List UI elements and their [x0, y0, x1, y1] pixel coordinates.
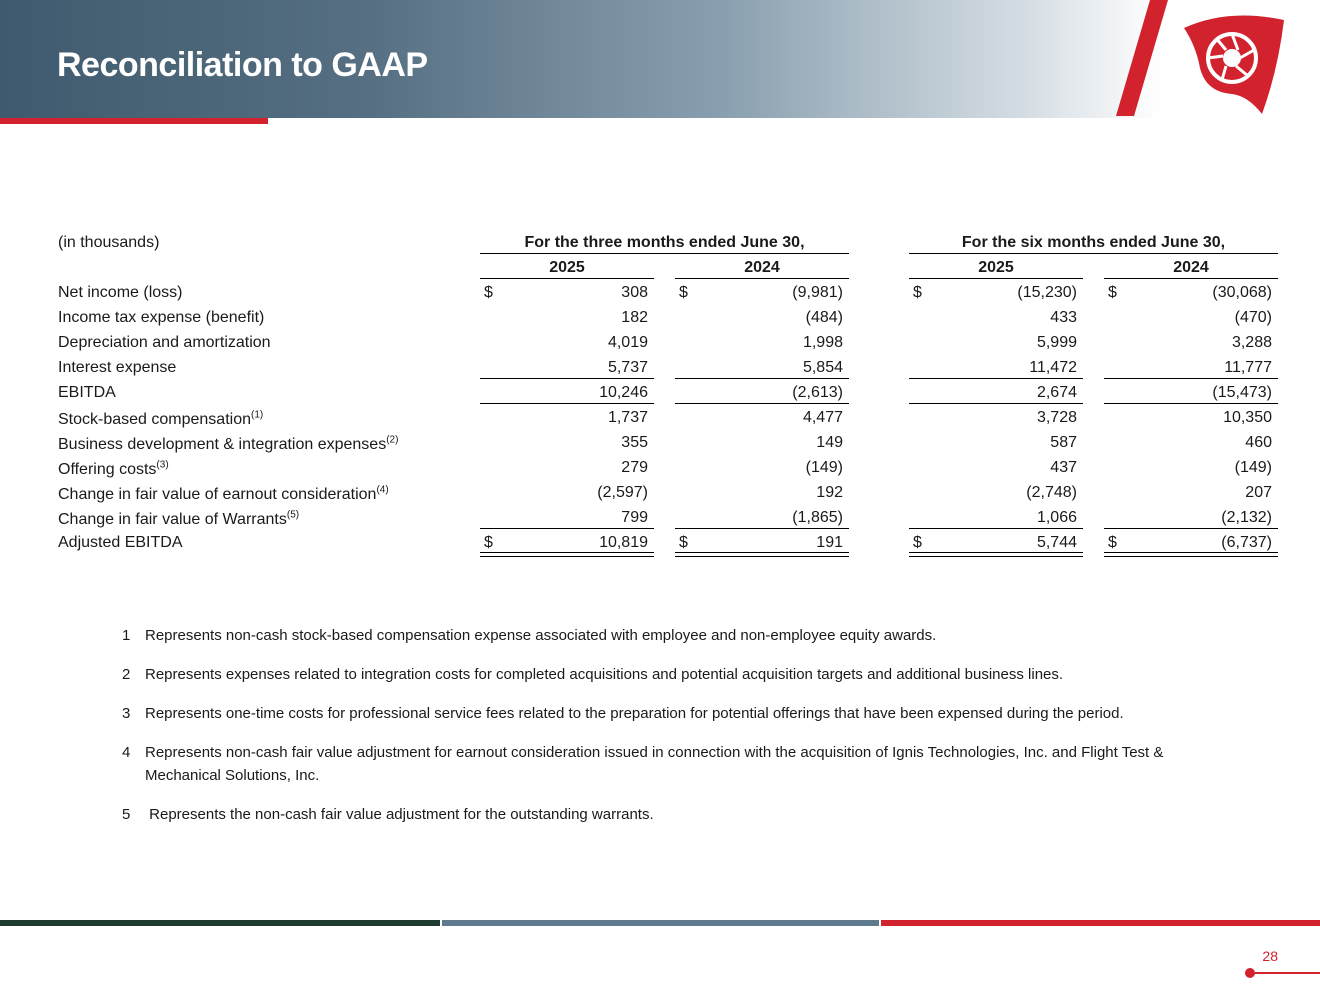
year-header: 2024 [1173, 259, 1209, 276]
table-cell: 799 [621, 509, 648, 526]
table-cell: (1,865) [792, 509, 843, 526]
double-total-rule [480, 552, 654, 557]
footer-bar-red [881, 920, 1320, 926]
footer-bar-blue [442, 920, 879, 926]
table-cell: 3,728 [1036, 409, 1077, 426]
table-cell: (2,613) [792, 384, 843, 401]
row-label: Change in fair value of Warrants$^{(5)}$ [58, 509, 300, 528]
footnote-text: Represents the non-cash fair value adjustment for the outstanding warrants. [145, 806, 654, 823]
footnote-text: Represents non-cash stock-based compensation expense associated with employee and non-employee equity awards. [145, 627, 937, 644]
table-cell: (2,597) [597, 484, 648, 501]
row-label: Change in fair value of earnout consideration$^{(4)}$ [58, 484, 389, 503]
total-rule [480, 528, 654, 529]
total-rule [480, 403, 654, 404]
year-header: 2024 [744, 259, 780, 276]
footnote-number: 5 [122, 806, 131, 823]
row-label: Offering costs$^{(3)}$ [58, 459, 169, 478]
footnotes [122, 624, 1212, 842]
table-cell: 4,019 [607, 334, 648, 351]
footnote-number: 3 [122, 705, 131, 722]
table-cell: (2,132) [1221, 509, 1272, 526]
table-cell: 2,674 [1036, 384, 1077, 401]
table-cell: (6,737) [1221, 534, 1272, 551]
footnote-text: Represents expenses related to integration costs for completed acquisitions and potential acquisition targets and additional business lines. [145, 666, 1064, 683]
page-marker-dot [1245, 968, 1255, 978]
table-cell: 355 [621, 434, 648, 451]
currency-symbol: $ [679, 284, 688, 301]
table-cell: 460 [1245, 434, 1272, 451]
table-cell: 10,246 [599, 384, 648, 401]
footnote-number: 2 [122, 666, 131, 683]
table-cell: 207 [1245, 484, 1272, 501]
group-header-three-months: For the three months ended June 30, [524, 234, 805, 251]
row-label: Stock-based compensation$^{(1)}$ [58, 409, 264, 428]
row-label: Income tax expense (benefit) [58, 309, 265, 326]
footnote-ref: (3) [156, 459, 169, 471]
currency-symbol: $ [1108, 284, 1117, 301]
table-cell: 587 [1050, 434, 1077, 451]
table-cell: 4,477 [802, 409, 843, 426]
footnote-item [122, 624, 1212, 647]
table-cell: 1,998 [802, 334, 843, 351]
year-header: 2025 [549, 259, 585, 276]
table-cell: (149) [805, 459, 843, 476]
currency-symbol: $ [484, 534, 493, 551]
table-cell: 182 [621, 309, 648, 326]
table-cell: 1,737 [607, 409, 648, 426]
footnote-ref: (1) [251, 409, 264, 421]
footnote-number: 4 [122, 744, 131, 761]
total-rule [909, 403, 1083, 404]
page-title: Reconciliation to GAAP [57, 46, 428, 84]
table-cell: 10,819 [599, 534, 648, 551]
table-cell: (470) [1234, 309, 1272, 326]
total-rule [1104, 528, 1278, 529]
footnote-ref: (2) [386, 434, 399, 446]
table-cell: 5,999 [1036, 334, 1077, 351]
page-marker-line [1255, 972, 1320, 974]
table-cell: 1,066 [1036, 509, 1077, 526]
table-cell: 11,472 [1029, 359, 1077, 376]
table-cell: 437 [1050, 459, 1077, 476]
total-rule [909, 378, 1083, 379]
total-rule [1104, 403, 1278, 404]
row-label: Depreciation and amortization [58, 334, 271, 351]
table-cell: 192 [816, 484, 843, 501]
total-rule [675, 528, 849, 529]
table-cell: (30,068) [1212, 284, 1272, 301]
total-rule [480, 378, 654, 379]
units-label: (in thousands) [58, 234, 160, 251]
table-cell: (2,748) [1026, 484, 1077, 501]
table-cell: 5,737 [607, 359, 648, 376]
table-cell: (15,473) [1212, 384, 1272, 401]
row-label: EBITDA [58, 384, 116, 401]
footnote-text: Represents one-time costs for professional service fees related to the preparation for potential offerings that have been expensed during the period. [145, 705, 1124, 722]
currency-symbol: $ [913, 284, 922, 301]
year-header: 2025 [978, 259, 1014, 276]
double-total-rule [909, 552, 1083, 557]
total-rule [675, 403, 849, 404]
row-label: Adjusted EBITDA [58, 534, 183, 551]
row-label: Net income (loss) [58, 284, 183, 301]
table-cell: (9,981) [792, 284, 843, 301]
total-rule [1104, 378, 1278, 379]
table-cell: 149 [816, 434, 843, 451]
currency-symbol: $ [913, 534, 922, 551]
double-total-rule [1104, 552, 1278, 557]
table-cell: 5,854 [802, 359, 843, 376]
total-rule [675, 378, 849, 379]
table-cell: (15,230) [1017, 284, 1077, 301]
row-label: Interest expense [58, 359, 177, 376]
footnote-item [122, 702, 1212, 725]
footnote-ref: (4) [376, 484, 389, 496]
total-rule [909, 528, 1083, 529]
table-cell: 3,288 [1231, 334, 1272, 351]
currency-symbol: $ [679, 534, 688, 551]
currency-symbol: $ [1108, 534, 1117, 551]
table-cell: (149) [1234, 459, 1272, 476]
table-cell: 10,350 [1223, 409, 1272, 426]
footnote-text: Represents non-cash fair value adjustment for earnout consideration issued in connection with the acquisition of Ignis Technologies, Inc. and Flight Test & Mechanical Solutions, Inc. [145, 744, 1164, 784]
table-cell: 191 [816, 534, 843, 551]
table-cell: 433 [1050, 309, 1077, 326]
table-cell: 5,744 [1036, 534, 1077, 551]
footnote-number: 1 [122, 627, 131, 644]
table-cell: 279 [621, 459, 648, 476]
footnote-ref: (5) [286, 509, 300, 521]
table-cell: 11,777 [1224, 359, 1272, 376]
page-number: 28 [1262, 948, 1278, 964]
table-cell: 308 [621, 284, 648, 301]
footnote-item [122, 803, 1212, 826]
currency-symbol: $ [484, 284, 493, 301]
double-total-rule [675, 552, 849, 557]
group-header-six-months: For the six months ended June 30, [961, 234, 1226, 251]
footnote-item [122, 663, 1212, 686]
footnote-item [122, 741, 1212, 787]
table-cell: (484) [805, 309, 843, 326]
row-label: Business development & integration expenses$^{(2)}$ [58, 434, 399, 453]
footer-bar-green [0, 920, 440, 926]
